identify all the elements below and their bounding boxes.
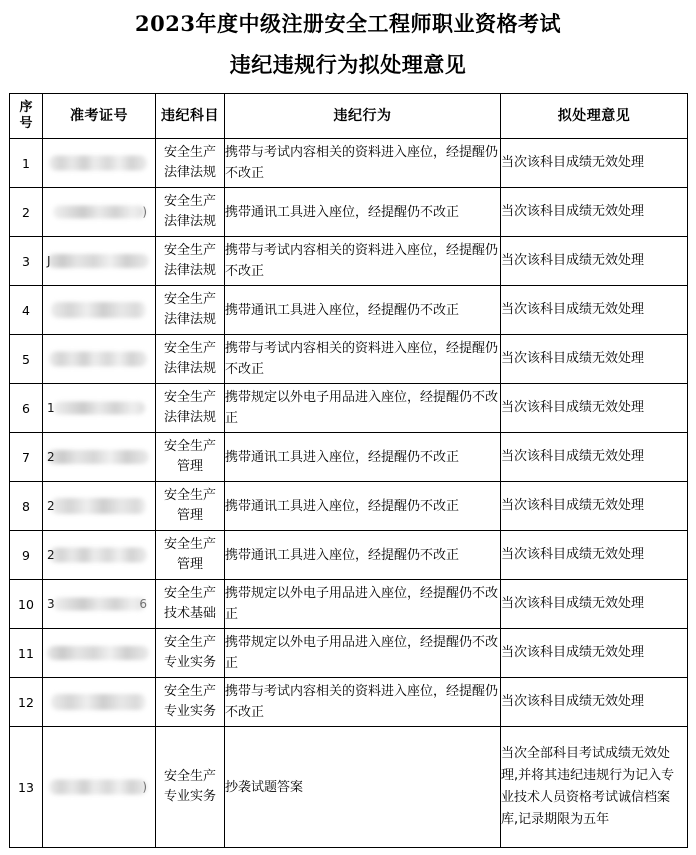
- cell-violation-behavior: 抄袭试题答案: [225, 727, 501, 848]
- cell-proposed-penalty: 当次该科目成绩无效处理: [501, 531, 688, 580]
- subject-line-1: 安全生产: [163, 292, 216, 307]
- table-body: [10, 139, 688, 848]
- cell-violation-behavior: 携带规定以外电子用品进入座位，经提醒仍不改正: [225, 384, 501, 433]
- cell-violation-behavior: 携带与考试内容相关的资料进入座位，经提醒仍不改正: [225, 139, 501, 188]
- cell-subject: [156, 482, 225, 531]
- subject-line-2: 法律法规: [163, 312, 216, 327]
- table-row: [10, 384, 688, 433]
- cell-subject: [156, 384, 225, 433]
- cell-subject: [156, 139, 225, 188]
- column-header-no-line2: 号: [19, 116, 33, 131]
- subject-line-1: 安全生产: [163, 684, 216, 699]
- cell-sequence-number: 11: [10, 629, 43, 678]
- cell-proposed-penalty: 当次该科目成绩无效处理: [501, 629, 688, 678]
- column-header-subject: 违纪科目: [156, 94, 225, 139]
- subject-line-2: 专业实务: [163, 655, 216, 670]
- cell-violation-behavior: 携带规定以外电子用品进入座位，经提醒仍不改正: [225, 629, 501, 678]
- cell-subject: [156, 678, 225, 727]
- table-row: [10, 139, 688, 188]
- cell-proposed-penalty: 当次全部科目考试成绩无效处理,并将其违纪违规行为记入专业技术人员资格考试诚信档案库,记录期限为五年: [501, 727, 688, 848]
- cell-violation-behavior: 携带通讯工具进入座位，经提醒仍不改正: [225, 433, 501, 482]
- cell-violation-behavior: 携带与考试内容相关的资料进入座位，经提醒仍不改正: [225, 237, 501, 286]
- redaction-blur: [47, 254, 149, 268]
- cell-proposed-penalty: 当次该科目成绩无效处理: [501, 580, 688, 629]
- table-row: [10, 678, 688, 727]
- cell-sequence-number: 13: [10, 727, 43, 848]
- cell-sequence-number: 3: [10, 237, 43, 286]
- page-title-line-2: 违纪违规行为拟处理意见: [229, 52, 467, 77]
- cell-ticket-number-redacted: [43, 188, 156, 237]
- cell-subject: [156, 629, 225, 678]
- column-header-opinion: 拟处理意见: [501, 94, 688, 139]
- cell-proposed-penalty: 当次该科目成绩无效处理: [501, 384, 688, 433]
- redaction-blur: [51, 302, 146, 318]
- cell-subject: [156, 286, 225, 335]
- cell-proposed-penalty: 当次该科目成绩无效处理: [501, 237, 688, 286]
- cell-proposed-penalty: 当次该科目成绩无效处理: [501, 286, 688, 335]
- redaction-blur: [51, 694, 146, 710]
- ticket-visible-prefix: 1: [47, 401, 55, 415]
- table-header: [10, 94, 688, 139]
- column-header-ticket: 准考证号: [43, 94, 156, 139]
- cell-violation-behavior: 携带通讯工具进入座位，经提醒仍不改正: [225, 286, 501, 335]
- table-row: [10, 237, 688, 286]
- cell-sequence-number: 9: [10, 531, 43, 580]
- subject-line-2: 专业实务: [163, 789, 216, 804]
- cell-ticket-number-redacted: [43, 580, 156, 629]
- subject-line-2: 专业实务: [163, 704, 216, 719]
- redaction-blur: [49, 156, 147, 171]
- cell-ticket-number-redacted: [43, 335, 156, 384]
- subject-line-2: 法律法规: [163, 410, 216, 425]
- redaction-blur: [53, 598, 145, 611]
- subject-line-1: 安全生产: [163, 586, 216, 601]
- cell-sequence-number: 2: [10, 188, 43, 237]
- subject-line-1: 安全生产: [163, 488, 216, 503]
- subject-line-2: 管理: [176, 459, 203, 474]
- cell-ticket-number-redacted: [43, 237, 156, 286]
- ticket-visible-prefix: 2: [47, 548, 55, 562]
- table-row: [10, 286, 688, 335]
- table-row: [10, 727, 688, 848]
- subject-line-1: 安全生产: [163, 243, 216, 258]
- cell-proposed-penalty: 当次该科目成绩无效处理: [501, 433, 688, 482]
- cell-ticket-number-redacted: [43, 678, 156, 727]
- cell-violation-behavior: 携带通讯工具进入座位，经提醒仍不改正: [225, 531, 501, 580]
- redaction-blur: [49, 780, 147, 795]
- page-title-line-1: 2023年度中级注册安全工程师职业资格考试: [135, 11, 561, 36]
- ticket-visible-suffix: 6: [139, 597, 147, 611]
- table-row: [10, 433, 688, 482]
- subject-line-1: 安全生产: [163, 769, 216, 784]
- table-row: [10, 629, 688, 678]
- subject-line-1: 安全生产: [163, 439, 216, 454]
- table-container: [0, 93, 696, 848]
- cell-ticket-number-redacted: [43, 629, 156, 678]
- cell-proposed-penalty: 当次该科目成绩无效处理: [501, 188, 688, 237]
- cell-proposed-penalty: 当次该科目成绩无效处理: [501, 482, 688, 531]
- ticket-visible-suffix: ): [142, 205, 147, 219]
- redaction-blur: [49, 352, 147, 367]
- cell-ticket-number-redacted: [43, 384, 156, 433]
- cell-subject: [156, 188, 225, 237]
- table-row: [10, 580, 688, 629]
- cell-subject: [156, 580, 225, 629]
- redaction-blur: [47, 450, 149, 464]
- cell-proposed-penalty: 当次该科目成绩无效处理: [501, 678, 688, 727]
- cell-ticket-number-redacted: [43, 433, 156, 482]
- ticket-visible-suffix: ): [142, 780, 147, 794]
- subject-line-2: 管理: [176, 557, 203, 572]
- redaction-blur: [47, 646, 149, 660]
- cell-subject: [156, 433, 225, 482]
- redaction-blur: [53, 206, 145, 219]
- cell-sequence-number: 4: [10, 286, 43, 335]
- subject-line-2: 法律法规: [163, 361, 216, 376]
- subject-line-1: 安全生产: [163, 537, 216, 552]
- violation-table: [9, 93, 688, 848]
- cell-sequence-number: 10: [10, 580, 43, 629]
- subject-line-2: 技术基础: [163, 606, 216, 621]
- cell-ticket-number-redacted: [43, 286, 156, 335]
- table-row: [10, 482, 688, 531]
- ticket-visible-prefix: 3: [47, 597, 55, 611]
- ticket-visible-prefix: 2: [47, 450, 55, 464]
- table-row: [10, 335, 688, 384]
- cell-sequence-number: 12: [10, 678, 43, 727]
- cell-proposed-penalty: 当次该科目成绩无效处理: [501, 139, 688, 188]
- redaction-blur: [49, 548, 147, 563]
- cell-ticket-number-redacted: [43, 139, 156, 188]
- column-header-no: [10, 94, 43, 139]
- redaction-blur: [51, 498, 146, 514]
- cell-sequence-number: 5: [10, 335, 43, 384]
- subject-line-2: 法律法规: [163, 214, 216, 229]
- redaction-blur: [53, 402, 145, 415]
- cell-proposed-penalty: 当次该科目成绩无效处理: [501, 335, 688, 384]
- subject-line-1: 安全生产: [163, 145, 216, 160]
- cell-ticket-number-redacted: [43, 727, 156, 848]
- cell-ticket-number-redacted: [43, 482, 156, 531]
- cell-sequence-number: 1: [10, 139, 43, 188]
- subject-line-1: 安全生产: [163, 390, 216, 405]
- cell-sequence-number: 7: [10, 433, 43, 482]
- cell-subject: [156, 237, 225, 286]
- cell-sequence-number: 6: [10, 384, 43, 433]
- cell-violation-behavior: 携带与考试内容相关的资料进入座位，经提醒仍不改正: [225, 678, 501, 727]
- column-header-behavior: 违纪行为: [225, 94, 501, 139]
- subject-line-2: 法律法规: [163, 165, 216, 180]
- subject-line-2: 法律法规: [163, 263, 216, 278]
- table-row: [10, 531, 688, 580]
- cell-subject: [156, 531, 225, 580]
- cell-violation-behavior: 携带通讯工具进入座位，经提醒仍不改正: [225, 188, 501, 237]
- column-header-no-line1: 序: [19, 100, 33, 115]
- table-header-row: [10, 94, 688, 139]
- cell-subject: [156, 335, 225, 384]
- cell-subject: [156, 727, 225, 848]
- ticket-visible-prefix: 2: [47, 499, 55, 513]
- cell-violation-behavior: 携带通讯工具进入座位，经提醒仍不改正: [225, 482, 501, 531]
- subject-line-1: 安全生产: [163, 194, 216, 209]
- cell-violation-behavior: 携带规定以外电子用品进入座位，经提醒仍不改正: [225, 580, 501, 629]
- subject-line-2: 管理: [176, 508, 203, 523]
- cell-violation-behavior: 携带与考试内容相关的资料进入座位，经提醒仍不改正: [225, 335, 501, 384]
- cell-sequence-number: 8: [10, 482, 43, 531]
- document-title-block: [0, 0, 696, 80]
- subject-line-1: 安全生产: [163, 635, 216, 650]
- cell-ticket-number-redacted: [43, 531, 156, 580]
- table-row: [10, 188, 688, 237]
- subject-line-1: 安全生产: [163, 341, 216, 356]
- ticket-visible-prefix: J: [47, 254, 51, 268]
